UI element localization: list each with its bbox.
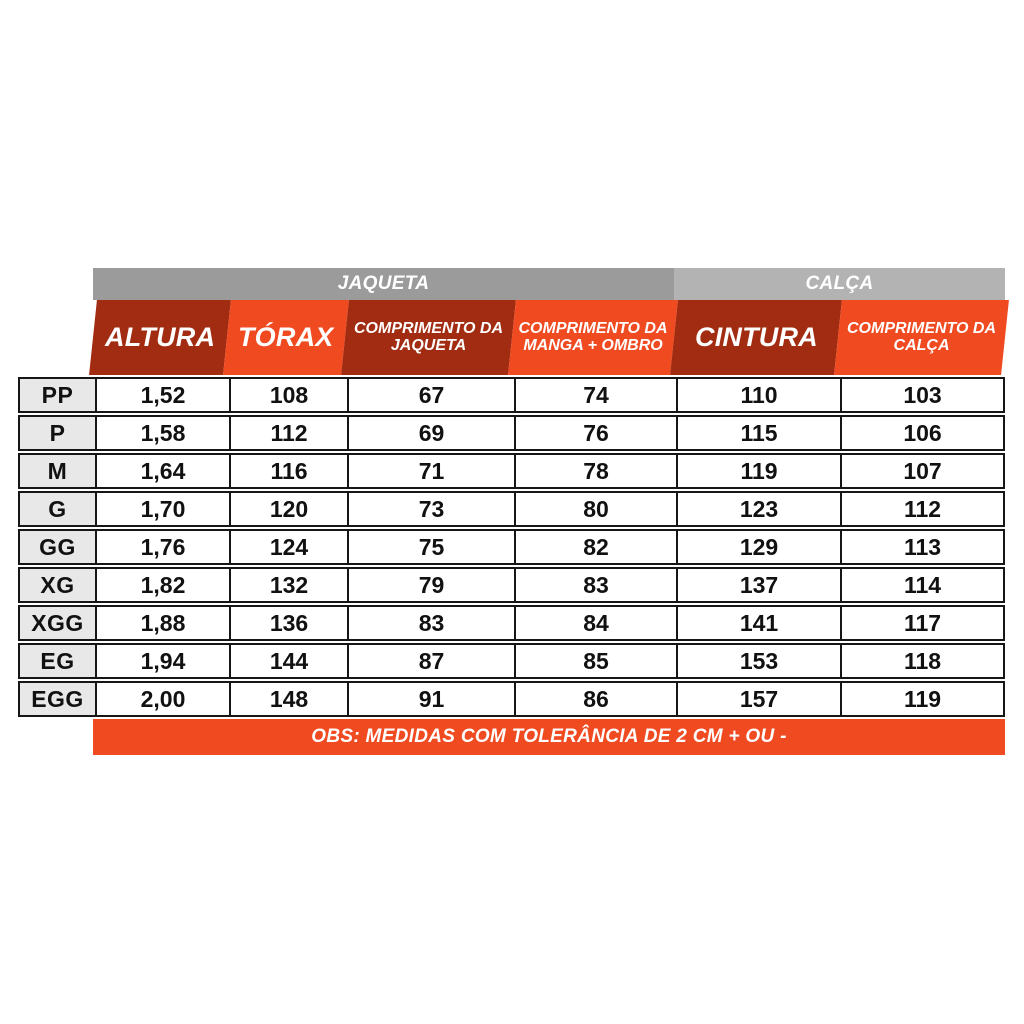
measurement-value: 119 [676, 455, 840, 487]
measurement-value: 141 [676, 607, 840, 639]
column-header-row [93, 300, 1005, 375]
group-header-calca [674, 268, 1005, 300]
measurement-value: 112 [229, 417, 347, 449]
measurement-value: 119 [840, 683, 1003, 715]
measurement-value: 1,70 [95, 493, 229, 525]
measurement-value: 129 [676, 531, 840, 563]
table-row-M [18, 453, 1005, 489]
column-header-label: COMPRIMENTO DA MANGA + OMBRO [518, 320, 668, 355]
measurement-value: 132 [229, 569, 347, 601]
measurement-value: 106 [840, 417, 1003, 449]
size-label: EG [20, 645, 95, 677]
measurement-value: 117 [840, 607, 1003, 639]
column-header-label: CINTURA [694, 321, 818, 352]
measurement-value: 86 [514, 683, 676, 715]
measurement-value: 67 [347, 379, 514, 411]
measurement-value: 123 [676, 493, 840, 525]
measurement-value: 1,82 [95, 569, 229, 601]
measurement-value: 85 [514, 645, 676, 677]
measurement-value: 114 [840, 569, 1003, 601]
measurement-value: 84 [514, 607, 676, 639]
column-header-2 [341, 300, 516, 375]
measurement-value: 83 [347, 607, 514, 639]
table-row-G [18, 491, 1005, 527]
measurement-value: 78 [514, 455, 676, 487]
size-chart-table [18, 268, 1005, 755]
measurement-value: 76 [514, 417, 676, 449]
measurement-value: 110 [676, 379, 840, 411]
group-header-jaqueta [93, 268, 674, 300]
measurement-value: 87 [347, 645, 514, 677]
column-header-label: ALTURA [104, 321, 216, 352]
measurement-value: 1,64 [95, 455, 229, 487]
measurement-value: 144 [229, 645, 347, 677]
column-header-label: COMPRIMENTO DA JAQUETA [353, 320, 504, 355]
measurement-value: 137 [676, 569, 840, 601]
tolerance-note-bar [93, 719, 1005, 755]
size-label: G [20, 493, 95, 525]
measurement-value: 1,94 [95, 645, 229, 677]
size-label: PP [20, 379, 95, 411]
group-header-jaqueta-label: JAQUETA [337, 273, 430, 294]
measurement-value: 82 [514, 531, 676, 563]
size-label: XGG [20, 607, 95, 639]
garment-group-header-row [93, 268, 1005, 300]
measurement-value: 75 [347, 531, 514, 563]
measurement-value: 79 [347, 569, 514, 601]
measurement-value: 71 [347, 455, 514, 487]
measurement-value: 116 [229, 455, 347, 487]
column-header-3 [508, 300, 678, 375]
table-row-XGG [18, 605, 1005, 641]
size-label: EGG [20, 683, 95, 715]
measurement-value: 1,88 [95, 607, 229, 639]
table-row-XG [18, 567, 1005, 603]
measurement-value: 118 [840, 645, 1003, 677]
measurement-value: 73 [347, 493, 514, 525]
measurement-value: 103 [840, 379, 1003, 411]
measurement-value: 113 [840, 531, 1003, 563]
group-header-calca-label: CALÇA [805, 273, 874, 294]
table-row-P [18, 415, 1005, 451]
table-row-GG [18, 529, 1005, 565]
size-label: P [20, 417, 95, 449]
measurement-value: 1,58 [95, 417, 229, 449]
measurement-value: 83 [514, 569, 676, 601]
column-header-label: COMPRIMENTO DA CALÇA [846, 320, 997, 355]
measurement-value: 107 [840, 455, 1003, 487]
table-row-EG [18, 643, 1005, 679]
table-row-EGG [18, 681, 1005, 717]
measurement-value: 136 [229, 607, 347, 639]
size-label: GG [20, 531, 95, 563]
column-header-5 [834, 300, 1009, 375]
measurement-value: 1,76 [95, 531, 229, 563]
measurement-value: 148 [229, 683, 347, 715]
size-label: XG [20, 569, 95, 601]
measurement-value: 112 [840, 493, 1003, 525]
column-header-4 [670, 300, 842, 375]
measurement-value: 108 [229, 379, 347, 411]
size-rows [18, 377, 1005, 717]
measurement-value: 69 [347, 417, 514, 449]
column-header-label: TÓRAX [238, 321, 334, 352]
tolerance-note-text: OBS: MEDIDAS COM TOLERÂNCIA DE 2 CM + OU - [311, 726, 787, 747]
measurement-value: 91 [347, 683, 514, 715]
measurement-value: 124 [229, 531, 347, 563]
column-header-0 [89, 300, 231, 375]
measurement-value: 74 [514, 379, 676, 411]
measurement-value: 115 [676, 417, 840, 449]
measurement-value: 1,52 [95, 379, 229, 411]
measurement-value: 153 [676, 645, 840, 677]
measurement-value: 2,00 [95, 683, 229, 715]
measurement-value: 157 [676, 683, 840, 715]
measurement-value: 120 [229, 493, 347, 525]
column-header-1 [223, 300, 349, 375]
size-label: M [20, 455, 95, 487]
measurement-value: 80 [514, 493, 676, 525]
table-row-PP [18, 377, 1005, 413]
